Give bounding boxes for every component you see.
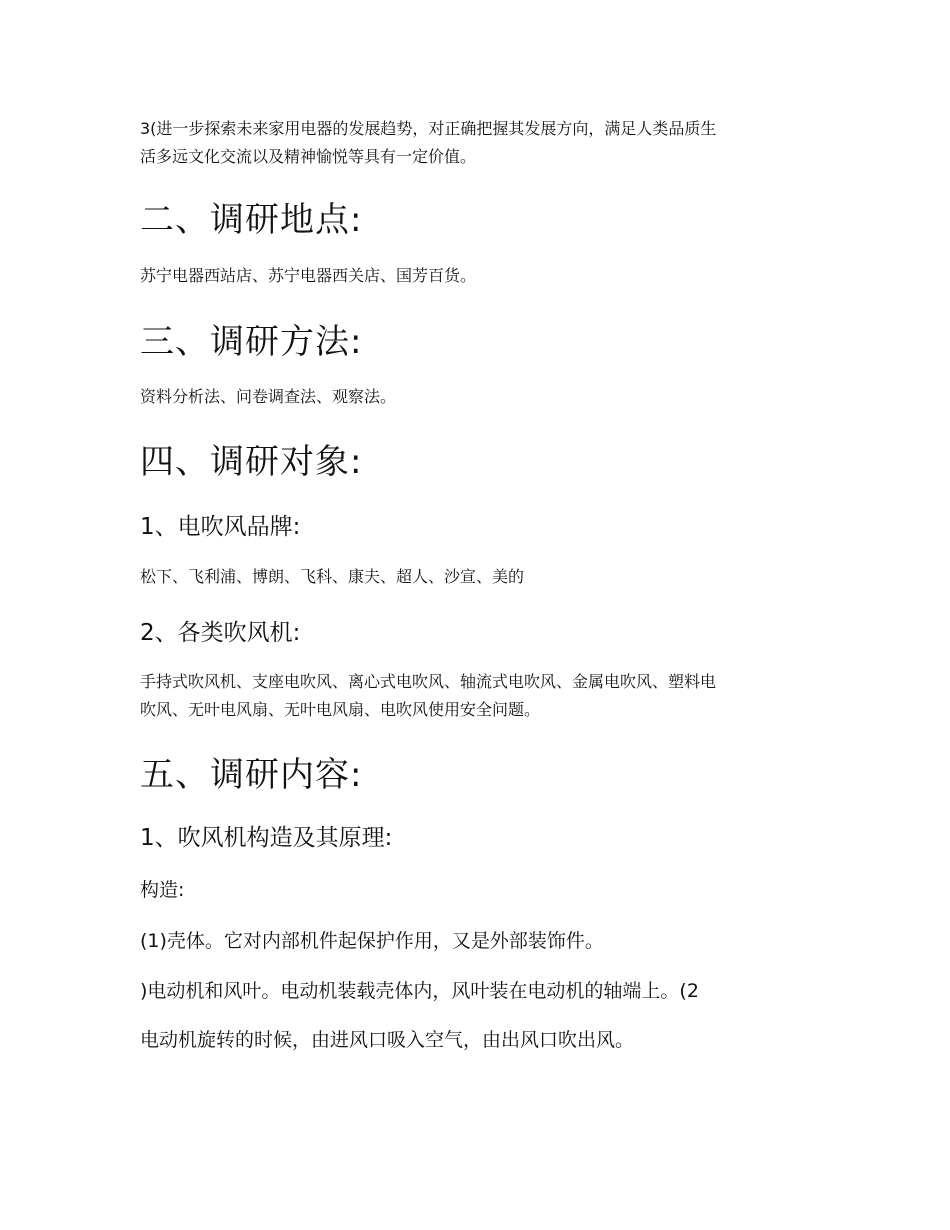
section-2-heading: 二、调研地点:	[140, 200, 363, 240]
section-5-sub1-heading: 1、吹风机构造及其原理:	[140, 825, 393, 851]
section-5-heading: 五、调研内容:	[140, 755, 363, 795]
section-4-sub2-line-1: 手持式吹风机、支座电吹风、离心式电吹风、轴流式电吹风、金属电吹风、塑料电	[140, 672, 717, 691]
section-4-sub2-heading: 2、各类吹风机:	[140, 620, 301, 646]
section-3-text: 资料分析法、问卷调查法、观察法。	[140, 387, 397, 406]
section-5-label: 构造:	[140, 879, 185, 901]
intro-line-2: 活多远文化交流以及精神愉悦等具有一定价值。	[140, 147, 477, 166]
section-3-heading: 三、调研方法:	[140, 322, 363, 362]
section-4-sub1-heading: 1、电吹风品牌:	[140, 514, 301, 540]
section-4-heading: 四、调研对象:	[140, 442, 363, 482]
intro-line-1: 3(进一步探索未来家用电器的发展趋势，对正确把握其发展方向，满足人类品质生	[140, 119, 717, 138]
section-4-sub2-line-2: 吹风、无叶电风扇、无叶电风扇、电吹风使用安全问题。	[140, 700, 541, 719]
section-2-text: 苏宁电器西站店、苏宁电器西关店、国芳百货。	[140, 266, 477, 285]
section-4-sub1-text: 松下、飞利浦、博朗、飞科、康夫、超人、沙宣、美的	[140, 567, 525, 586]
section-5-item-2: )电动机和风叶。电动机装载壳体内，风叶装在电动机的轴端上。(2	[140, 980, 699, 1002]
section-5-item-1: (1)壳体。它对内部机件起保护作用，又是外部装饰件。	[140, 930, 604, 952]
section-5-item-3: 电动机旋转的时候，由进风口吸入空气，由出风口吹出风。	[140, 1029, 635, 1051]
